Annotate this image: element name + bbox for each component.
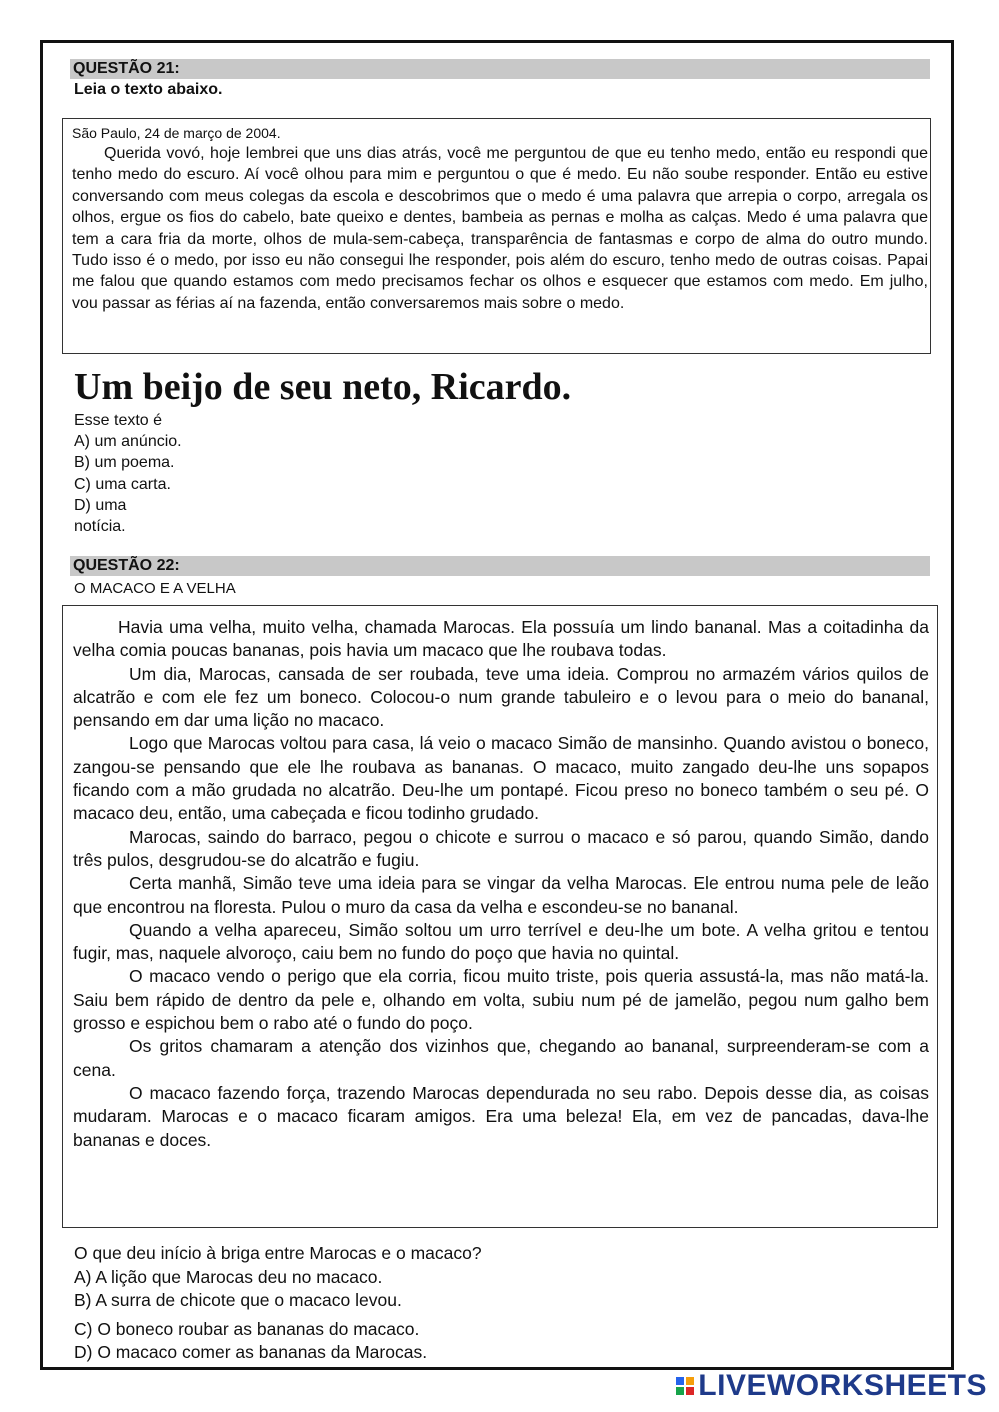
answer-option-a[interactable]: A) A lição que Marocas deu no macaco. (74, 1266, 383, 1287)
logo-square (676, 1387, 684, 1395)
answer-option-d[interactable]: D) O macaco comer as bananas da Marocas. (74, 1342, 428, 1362)
story-paragraph: Havia uma velha, muito velha, chamada Marocas. Ela possuía um lindo bananal. Mas a coitadinha da velha comia poucas bananas, pois havia um macaco que lhe roubava todas. (73, 617, 929, 661)
answer-option-c[interactable]: C) O boneco roubar as bananas do macaco. (74, 1318, 420, 1339)
story-paragraph: Um dia, Marocas, cansada de ser roubada, teve uma ideia. Comprou no armazém vários quilos de alcatrão e com ele fez um boneco. Colocou-o num grande tabuleiro e o levou para o meio do bananal, pensando em dar uma lição no macaco. (73, 663, 929, 731)
letter-textbox (62, 118, 931, 354)
question-21-prompt: Esse texto é (74, 412, 163, 429)
story-paragraph: Certa manhã, Simão teve uma ideia para se vingar da velha Marocas. Ele entrou numa pele de leão que encontrou na floresta. Pulou o muro da casa da velha e escondeu-se no bananal. (73, 873, 929, 917)
question-21-instruction: Leia o texto abaixo. (74, 81, 223, 98)
answer-option-b[interactable]: B) A surra de chicote que o macaco levou. (74, 1290, 402, 1310)
answer-option-a[interactable]: A) um anúncio. (74, 433, 182, 451)
story-title: O MACACO E A VELHA (74, 580, 236, 597)
answer-option-b[interactable]: B) um poema. (74, 454, 175, 472)
letter-signature: Um beijo de seu neto, Ricardo. (74, 366, 572, 408)
liveworksheets-logo (676, 1368, 987, 1404)
question-22-answers (74, 1242, 482, 1365)
logo-square (686, 1387, 694, 1395)
logo-square (686, 1377, 694, 1385)
story-textbox (62, 605, 938, 1228)
question-21-answers (74, 410, 182, 537)
liveworksheets-mark-icon (676, 1377, 694, 1395)
question-21-header: QUESTÃO 21: (70, 59, 930, 79)
answer-option-c[interactable]: C) uma carta. (74, 475, 171, 493)
logo-square (676, 1377, 684, 1385)
story-paragraph: O macaco fazendo força, trazendo Marocas dependurada no seu rabo. Depois desse dia, as coisas mudaram. Marocas e o macaco ficaram amigos. Era uma beleza! Ela, em vez de pancadas, dava-lhe bananas e doces. (73, 1082, 929, 1150)
letter-body: Querida vovó, hoje lembrei que uns dias atrás, você me perguntou de que eu tenho medo, então eu respondi que tenho medo do escuro. Aí você olhou para mim e perguntou o que é medo. Eu não soube responder. Então eu estive conversando com meus colegas da escola e descobrimos que o medo é uma palavra que arrepia o corpo, arregala os olhos, ergue os fios do cabelo, bate queixo e dentes, bambeia as pernas e molha as calças. Medo é uma palavra que tem a cara fria da morte, olhos de mula-sem-cabeça, transparência de fantasmas e corpo de alma do outro mundo. Tudo isso é o medo, por isso eu não consegui lhe responder, pois além do escuro, tenho medo de outras coisas. Papai me falou que quando estamos com medo precisamos fechar os olhos e esquecer que estamos com medo. Em julho, vou passar as férias aí na fazenda, então conversaremos mais sobre o medo. (72, 145, 928, 312)
story-paragraph: Os gritos chamaram a atenção dos vizinhos que, chegando ao bananal, surpreenderam-se com a cena. (73, 1036, 929, 1080)
story-paragraph: Quando a velha apareceu, Simão soltou um urro terrível e deu-lhe um bote. A velha gritou e tentou fugir, mas, naquele alvoroço, caiu bem no fundo do poço que havia no quintal. (73, 919, 929, 964)
brand-text: LIVEWORKSHEETS (698, 1369, 987, 1402)
letter-date: São Paulo, 24 de março de 2004. (72, 125, 281, 141)
answer-option-d[interactable]: D) uma (74, 496, 127, 514)
question-22-header: QUESTÃO 22: (70, 556, 930, 576)
story-paragraph: O macaco vendo o perigo que ela corria, ficou muito triste, pois queria assustá-la, mas não matá-la. Saiu bem rápido de dentro da pele e, olhando em volta, subiu num pé de jamelão, pegou num galho bem grosso e espichou bem o rabo até o fundo do poço. (73, 966, 929, 1034)
question-22-prompt: O que deu início à briga entre Marocas e o macaco? (74, 1243, 482, 1263)
answer-option-d-continued[interactable]: notícia. (74, 518, 126, 536)
story-paragraph: Marocas, saindo do barraco, pegou o chicote e surrou o macaco e só parou, quando Simão, dando três pulos, desgrudou-se do alcatrão e fugiu. (73, 826, 929, 870)
story-paragraph: Logo que Marocas voltou para casa, lá veio o macaco Simão de mansinho. Quando avistou o boneco, zangou-se pensando que ele lhe roubava as bananas. O macaco, muito zangado deu-lhe uns sopapos ficando com a mão grudada no alcatrão. Deu-lhe um pontapé. Ficou preso no boneco também o seu pé. O macaco deu, então, uma cabeçada e ficou todinho grudado. (73, 733, 929, 824)
